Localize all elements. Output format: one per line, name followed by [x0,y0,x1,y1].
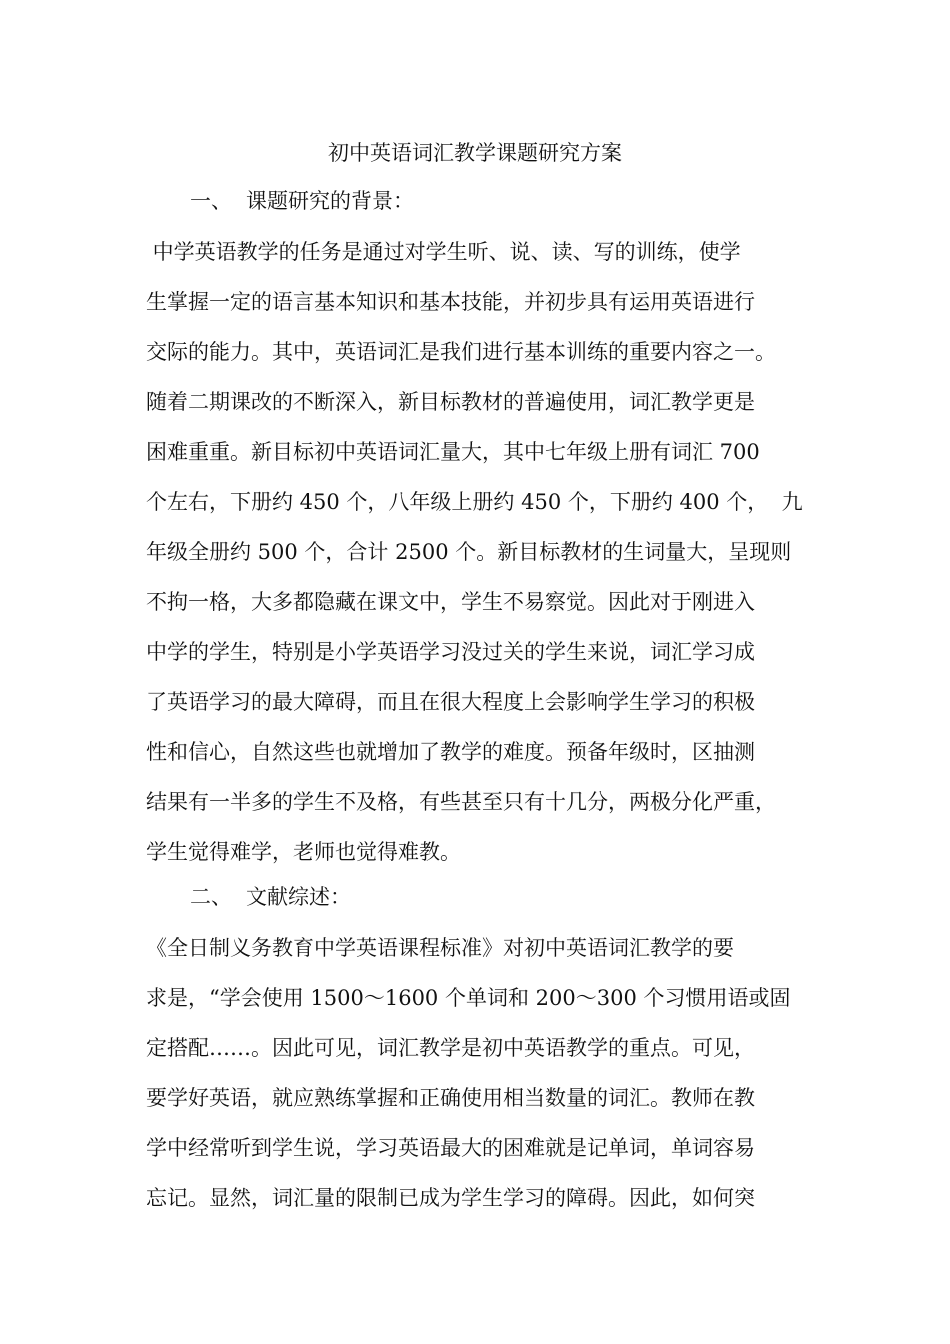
text-line: 中学英语教学的任务是通过对学生听、说、读、写的训练，使学 [146,240,741,264]
section-heading-literature-review [190,882,351,912]
document-title: 初中英语词汇教学课题研究方案 [328,141,622,165]
text-line: 交际的能力。其中，英语词汇是我们进行基本训练的重要内容之一。 [146,340,776,364]
text-line: 随着二期课改的不断深入，新目标教材的普遍使用，词汇教学更是 [146,390,755,414]
text-line: 求是，“学会使用 1500～1600 个单词和 200～300 个习惯用语或固 [146,986,791,1010]
text-line: 个左右，下册约 450 个，八年级上册约 450 个，下册约 400 个， 九 [146,490,803,514]
text-line: 了英语学习的最大障碍，而且在很大程度上会影响学生学习的积极 [146,690,755,714]
text-line: 结果有一半多的学生不及格，有些甚至只有十几分，两极分化严重， [146,790,776,814]
text-line: 要学好英语，就应熟练掌握和正确使用相当数量的词汇。教师在教 [146,1086,755,1110]
text-line: 中学的学生，特别是小学英语学习没过关的学生来说，词汇学习成 [146,640,755,664]
text-line: 年级全册约 500 个，合计 2500 个。新目标教材的生词量大，呈现则 [146,540,792,564]
section-number: 一、 [190,189,232,213]
text-line: 不拘一格，大多都隐藏在课文中，学生不易察觉。因此对于刚进入 [146,590,755,614]
text-line: 忘记。显然，词汇量的限制已成为学生学习的障碍。因此，如何突 [146,1186,755,1210]
text-line: 生掌握一定的语言基本知识和基本技能，并初步具有运用英语进行 [146,290,755,314]
text-line: 性和信心，自然这些也就增加了教学的难度。预备年级时，区抽测 [146,740,755,764]
text-line: 困难重重。新目标初中英语词汇量大，其中七年级上册有词汇 700 [146,440,760,464]
text-line: 定搭配……。因此可见，词汇教学是初中英语教学的重点。可见， [146,1036,755,1060]
text-line: 《全日制义务教育中学英语课程标准》对初中英语词汇教学的要 [146,936,734,960]
text-line: 学生觉得难学，老师也觉得难教。 [146,840,461,864]
literature-review-paragraph [146,923,826,1223]
section-number: 二、 [190,885,232,909]
section-heading-background [190,186,414,216]
background-paragraph [146,227,826,877]
section-heading-text: 文献综述： [246,885,351,909]
section-heading-text: 课题研究的背景： [246,189,414,213]
text-line: 学中经常听到学生说，学习英语最大的困难就是记单词，单词容易 [146,1136,755,1160]
